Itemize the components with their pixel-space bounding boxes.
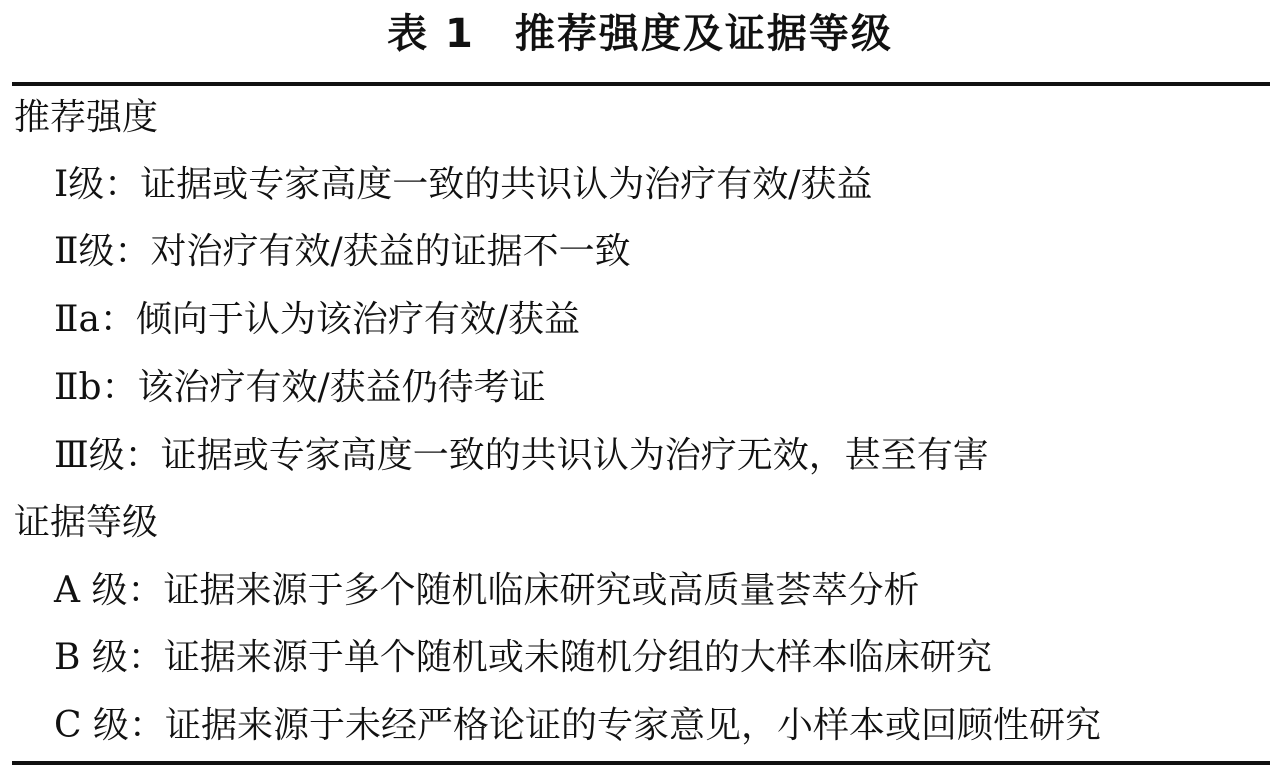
recommendation-class-2: Ⅱ级：对治疗有效/获益的证据不一致 (54, 231, 631, 272)
evidence-level-a: A 级：证据来源于多个随机临床研究或高质量荟萃分析 (54, 570, 920, 611)
recommendation-class-3: Ⅲ级：证据或专家高度一致的共识认为治疗无效，甚至有害 (54, 435, 989, 476)
table-number: 表 1 (387, 11, 475, 57)
evidence-level-c: C 级：证据来源于未经严格论证的专家意见，小样本或回顾性研究 (54, 705, 1101, 746)
section-heading-recommendation-strength: 推荐强度 (14, 97, 159, 138)
top-rule (12, 82, 1270, 86)
section-heading-evidence-level: 证据等级 (14, 502, 159, 543)
recommendation-class-2a: Ⅱa：倾向于认为该治疗有效/获益 (54, 299, 581, 340)
recommendation-class-1: Ⅰ级：证据或专家高度一致的共识认为治疗有效/获益 (54, 164, 873, 205)
table-caption: 推荐强度及证据等级 (514, 11, 893, 57)
recommendation-class-2b: Ⅱb：该治疗有效/获益仍待考证 (54, 367, 546, 408)
evidence-level-b: B 级：证据来源于单个随机或未随机分组的大样本临床研究 (54, 637, 992, 678)
table-title (0, 6, 1280, 62)
bottom-rule (12, 761, 1270, 765)
